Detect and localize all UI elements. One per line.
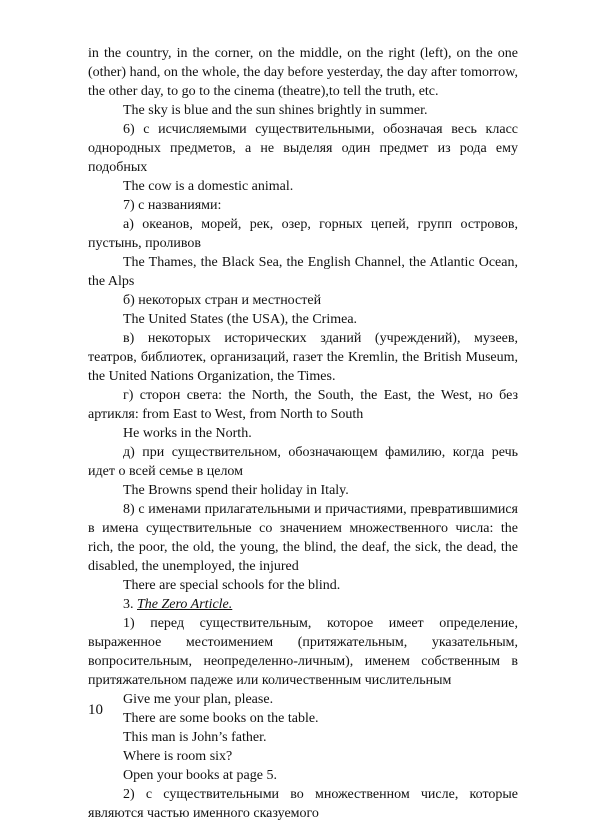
paragraph: 1) перед существительным, которое имеет определение, выраженное местоимением (притяжательным, указательным, вопросительным, неопределенно-личным), именем собственным в притяжательном падеже или количественным числительным xyxy=(88,616,518,688)
paragraph: г) сторон света: the North, the South, the East, the West, но без артикля: from East to West, from North to South xyxy=(88,388,518,422)
paragraph: in the country, in the corner, on the middle, on the right (left), on the one (other) hand, on the whole, the day before yesterday, the day after tomorrow, the other day, to go to the cinema (theatre),to tell the truth, etc. xyxy=(88,46,518,99)
paragraph: д) при существительном, обозначающем фамилию, когда речь идет о всей семье в целом xyxy=(88,445,518,479)
paragraph: The United States (the USA), the Crimea. xyxy=(123,312,358,327)
section-heading-title: The Zero Article. xyxy=(137,597,233,612)
text-block-2 xyxy=(88,614,518,823)
text-block-1 xyxy=(88,44,518,595)
paragraph: There are some books on the table. xyxy=(123,711,319,726)
page-number: 10 xyxy=(88,702,103,718)
paragraph: He works in the North. xyxy=(123,426,252,441)
paragraph: 8) с именами прилагательными и причастиями, превратившимися в имена существительные со значением множественного числа: the rich, the poor, the old, the young, the blind, the deaf, the sick, the dead, the disabled, the unemployed, the injured xyxy=(88,502,518,574)
section-heading xyxy=(88,595,518,614)
page-body xyxy=(88,44,518,823)
paragraph: The Thames, the Black Sea, the English Channel, the Atlantic Ocean, the Alps xyxy=(88,255,518,289)
paragraph: Open your books at page 5. xyxy=(123,768,277,783)
paragraph: Give me your plan, please. xyxy=(123,692,274,707)
paragraph: The Browns spend their holiday in Italy. xyxy=(123,483,349,498)
paragraph: б) некоторых стран и местностей xyxy=(123,293,322,308)
paragraph: The cow is a domestic animal. xyxy=(123,179,294,194)
section-heading-number: 3. xyxy=(123,597,134,612)
paragraph: в) некоторых исторических зданий (учреждений), музеев, театров, библиотек, организаций, газет the Kremlin, the British Museum, the United Nations Organization, the Times. xyxy=(88,331,518,384)
paragraph: The sky is blue and the sun shines brightly in summer. xyxy=(123,103,428,118)
paragraph: 6) с исчисляемыми существительными, обозначая весь класс однородных предметов, а не выделяя один предмет из рода ему подобных xyxy=(88,122,518,175)
paragraph: 2) с существительными во множественном числе, которые являются частью именного сказуемого xyxy=(88,787,518,821)
paragraph: 7) с названиями: xyxy=(123,198,222,213)
paragraph: This man is John’s father. xyxy=(123,730,267,745)
paragraph: Where is room six? xyxy=(123,749,233,764)
paragraph: а) океанов, морей, рек, озер, горных цепей, групп островов, пустынь, проливов xyxy=(88,217,518,251)
paragraph: There are special schools for the blind. xyxy=(123,578,341,593)
